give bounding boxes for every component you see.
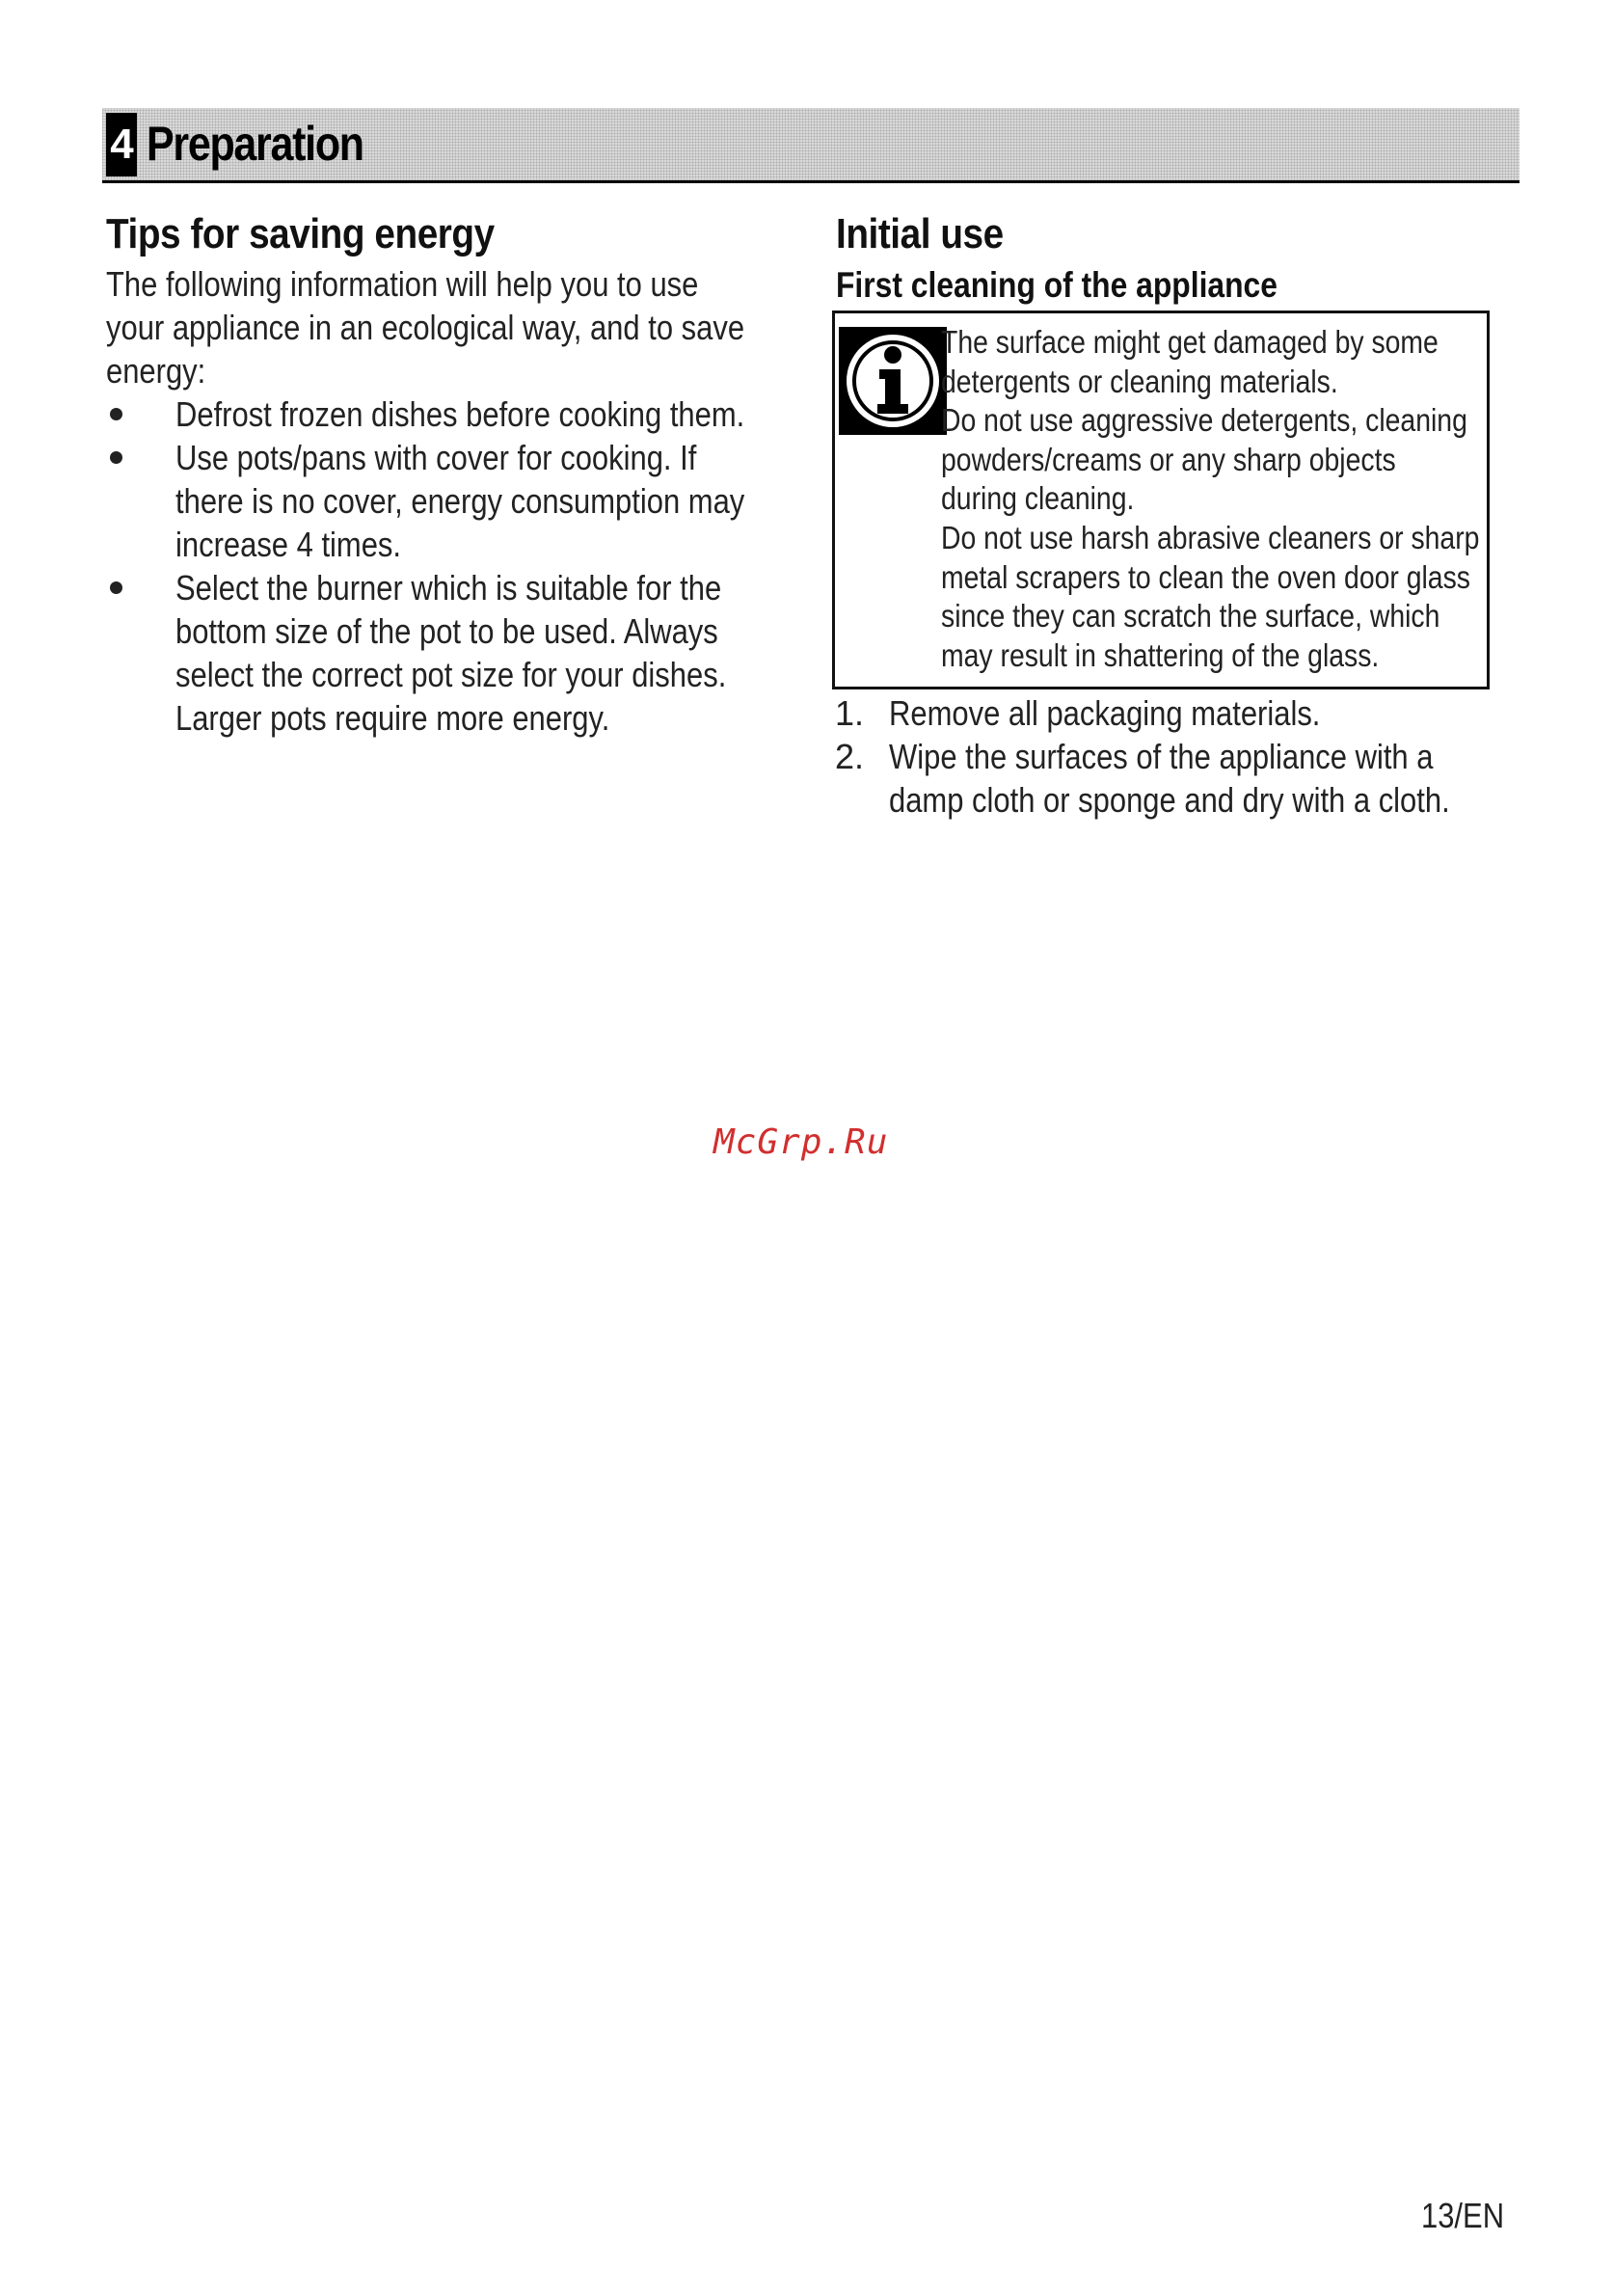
left-column [106, 206, 781, 740]
info-line: powders/creams or any sharp objects [941, 441, 1396, 477]
info-line: detergents or cleaning materials. [941, 363, 1338, 399]
bullet-line: there is no cover, energy consumption may [175, 481, 745, 521]
info-note-box [832, 311, 1490, 689]
bullet-item [106, 392, 781, 436]
tips-heading: Tips for saving energy [106, 210, 495, 257]
intro-line: your appliance in an ecological way, and to save [106, 308, 745, 347]
info-line: metal scrapers to clean the oven door glass [941, 558, 1470, 595]
bullet-line: Defrost frozen dishes before cooking them. [175, 394, 745, 434]
list-item [835, 691, 1510, 735]
bullet-line: Select the burner which is suitable for the [175, 568, 722, 608]
bullet-icon [110, 451, 122, 464]
step-number: 2. [835, 737, 865, 776]
right-column [836, 206, 1511, 309]
info-line: during cleaning. [941, 480, 1135, 517]
info-line: Do not use harsh abrasive cleaners or sharp [941, 519, 1480, 555]
info-line: The surface might get damaged by some [941, 324, 1439, 360]
intro-paragraph [106, 262, 781, 392]
bullet-line: increase 4 times. [175, 525, 402, 564]
section-title: Preparation [147, 117, 363, 171]
info-note-text [941, 323, 1491, 675]
intro-line: energy: [106, 351, 206, 391]
bullet-line: Larger pots require more energy. [175, 698, 610, 738]
list-item [835, 735, 1510, 822]
info-line: since they can scratch the surface, which [941, 598, 1440, 635]
watermark-text: McGrp.Ru [713, 1122, 889, 1162]
bullet-item [106, 566, 781, 740]
step-line: Wipe the surfaces of the appliance with a [889, 737, 1434, 776]
bullet-list [106, 392, 781, 740]
page-number: 13/EN [1421, 2196, 1505, 2235]
step-line: Remove all packaging materials. [889, 693, 1321, 733]
intro-line: The following information will help you to use [106, 264, 699, 304]
bullet-line: bottom size of the pot to be used. Always [175, 611, 718, 651]
initial-use-heading: Initial use [836, 210, 1004, 257]
bullet-icon [110, 581, 122, 594]
section-number: 4 [106, 113, 137, 176]
info-line: Do not use aggressive detergents, cleaning [941, 402, 1467, 439]
bullet-item [106, 436, 781, 566]
step-line: damp cloth or sponge and dry with a cloth. [889, 780, 1450, 820]
bullet-icon [110, 408, 122, 420]
cleaning-steps-list [835, 691, 1510, 822]
info-icon-glyph [839, 327, 947, 435]
bullet-line: select the correct pot size for your dishes. [175, 655, 727, 694]
bullet-line: Use pots/pans with cover for cooking. If [175, 438, 697, 477]
section-header [102, 108, 1520, 183]
info-line: may result in shattering of the glass. [941, 636, 1380, 673]
info-icon [839, 327, 947, 435]
step-number: 1. [835, 693, 865, 733]
first-cleaning-subheading: First cleaning of the appliance [836, 265, 1278, 305]
